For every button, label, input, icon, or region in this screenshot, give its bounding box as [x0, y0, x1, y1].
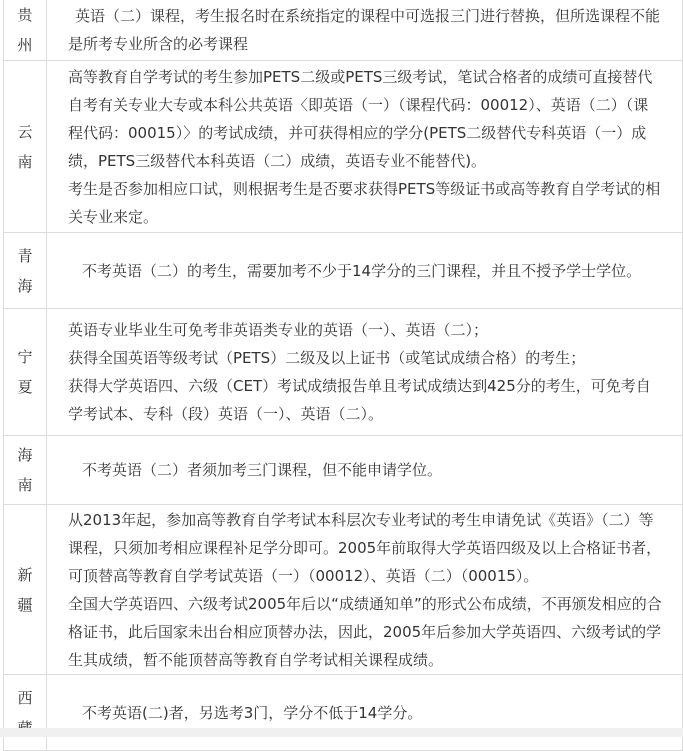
province-cell [3, 0, 47, 60]
table-row [3, 233, 682, 309]
content-cell [47, 61, 682, 232]
province-label: 青海 [18, 241, 33, 301]
province-label: 云南 [18, 117, 33, 177]
table-row [3, 309, 682, 436]
rule-paragraph: 全国大学英语四、六级考试2005年后以“成绩通知单”的形式公布成绩，不再颁发相应的合格证书，此后国家未出台相应顶替办法，因此，2005年后参加大学英语四、六级考试的学生其成绩，暂不能顶替高等教育自学考试相关课程成绩。 [68, 590, 662, 674]
table-row [3, 0, 682, 61]
province-cell [3, 436, 47, 504]
province-cell [3, 675, 47, 750]
content-cell [47, 505, 682, 674]
table-row [3, 61, 682, 233]
content-cell [47, 436, 682, 504]
rule-paragraph: 不考英语(二)者，另选考3门，学分不低于14学分。 [68, 699, 662, 727]
province-label: 宁夏 [18, 342, 33, 402]
province-label: 西藏 [18, 683, 33, 743]
rule-paragraph: 不考英语（二）者须加考三门课程，但不能申请学位。 [68, 456, 662, 484]
rule-paragraph: 高等教育自学考试的考生参加PETS二级或PETS三级考试，笔试合格者的成绩可直接替代自考有关专业大专或本科公共英语〈即英语（一）（课程代码：00012）、英语（二）（课程代码：00015）〉的考试成绩，并可获得相应的学分(PETS二级替代专科英语（一）成绩，PETS三级替代本科英语（二）成绩，英语专业不能替代)。 [68, 63, 662, 175]
content-cell [47, 233, 682, 308]
rule-paragraph: 英语（二）课程，考生报名时在系统指定的课程中可选报三门进行替换，但所选课程不能是所考专业所含的必考课程 [68, 2, 662, 58]
province-english-exam-rules-table [3, 0, 683, 751]
province-label: 海南 [18, 440, 33, 500]
province-cell [3, 233, 47, 308]
table-row [3, 675, 682, 751]
province-label: 贵州 [18, 0, 33, 60]
rule-paragraph: 英语专业毕业生可免考非英语类专业的英语（一）、英语（二）； [68, 316, 662, 344]
table-row [3, 436, 682, 505]
rule-paragraph: 获得大学英语四、六级（CET）考试成绩报告单且考试成绩达到425分的考生，可免考自学考试本、专科（段）英语（一）、英语（二）。 [68, 372, 662, 428]
rule-paragraph: 不考英语（二）的考生，需要加考不少于14学分的三门课程，并且不授予学士学位。 [68, 257, 662, 285]
content-cell [47, 309, 682, 435]
rule-paragraph: 从2013年起，参加高等教育自学考试本科层次专业考试的考生申请免试《英语》（二）等课程，只须加考相应课程补足学分即可。2005年前取得大学英语四级及以上合格证书者，可顶替高等教育自学考试英语（一）（00012）、英语（二）（00015）。 [68, 506, 662, 590]
province-cell [3, 309, 47, 435]
content-cell [47, 675, 682, 750]
table-row [3, 505, 682, 675]
province-cell [3, 61, 47, 232]
rule-paragraph: 考生是否参加相应口试，则根据考生是否要求获得PETS等级证书或高等教育自学考试的相关专业来定。 [68, 175, 662, 231]
content-cell [47, 0, 682, 60]
horizontal-scrollbar[interactable] [0, 728, 683, 737]
province-cell [3, 505, 47, 674]
province-label: 新疆 [18, 560, 33, 620]
rule-paragraph: 获得全国英语等级考试（PETS）二级及以上证书（或笔试成绩合格）的考生； [68, 344, 662, 372]
